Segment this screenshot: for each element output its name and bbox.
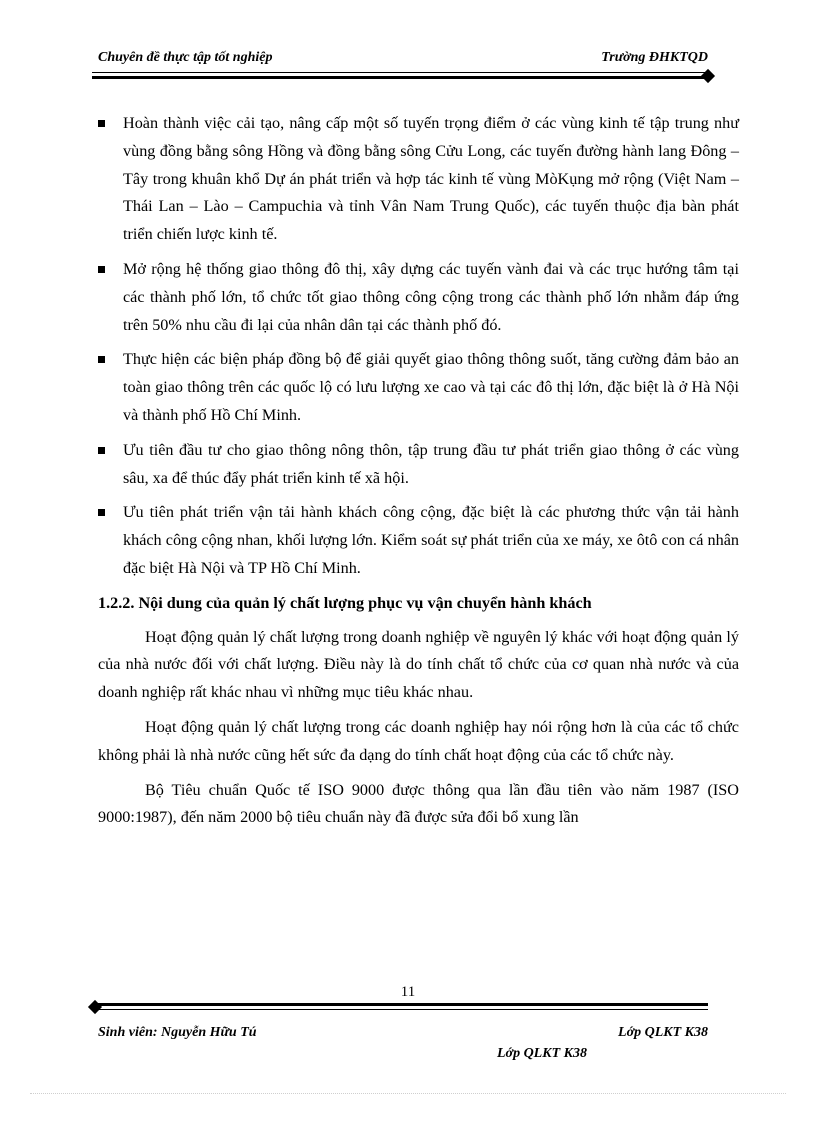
square-bullet-icon [98, 120, 105, 127]
footer-student-name: Sinh viên: Nguyễn Hữu Tú [98, 1025, 257, 1040]
list-item-text: Mở rộng hệ thống giao thông đô thị, xây dựng các tuyến vành đai và các trục hướng tâm tại các thành phố lớn, tổ chức tốt giao thông công cộng trong các thành phố lớn nhằm đáp ứng trên 50% nhu cầu đi lại của nhân dân tại các thành phố đó. [123, 259, 739, 334]
header-rule-thick [92, 76, 707, 79]
list-item-text: Thực hiện các biện pháp đồng bộ để giải quyết giao thông thông suốt, tăng cường đảm bảo an toàn giao thông trên các quốc lộ có lưu lượng xe cao và tại các đô thị lớn, đặc biệt là ở Hà Nội và thành phố Hồ Chí Minh. [123, 350, 739, 424]
list-item-text: Ưu tiên đầu tư cho giao thông nông thôn, tập trung đầu tư phát triển giao thông ở các vùng sâu, xa để thúc đẩy phát triển kinh tế xã hội. [123, 440, 739, 487]
page-bottom-divider [30, 1093, 786, 1094]
footer-class: Lớp QLKT K38 [618, 1025, 708, 1040]
page-number: 11 [400, 984, 416, 1000]
list-item [98, 256, 739, 339]
list-item [98, 499, 739, 582]
paragraph: Hoạt động quản lý chất lượng trong doanh nghiệp về nguyên lý khác với hoạt động quản lý của nhà nước đối với chất lượng. Điều này là do tính chất tổ chức của cơ quan nhà nước và của doanh nghiệp rất khác nhau vì những mục tiêu khác nhau. [98, 627, 739, 702]
list-item [98, 110, 739, 249]
bullet-list [98, 110, 739, 583]
section-heading: 1.2.2. Nội dung của quản lý chất lượng phục vụ vận chuyển hành khách [98, 593, 592, 612]
square-bullet-icon [98, 356, 105, 363]
header-rule-thin [92, 72, 707, 73]
paragraph: Bộ Tiêu chuẩn Quốc tế ISO 9000 được thông qua lần đầu tiên vào năm 1987 (ISO 9000:1987), đến năm 2000 bộ tiêu chuẩn này đã được sửa đổi bổ xung lần [98, 780, 739, 827]
square-bullet-icon [98, 266, 105, 273]
square-bullet-icon [98, 447, 105, 454]
header-school-name: Trường ĐHKTQD [601, 50, 708, 65]
list-item-text: Hoàn thành việc cải tạo, nâng cấp một số tuyến trọng điểm ở các vùng kinh tế tập trung như vùng đồng bằng sông Hồng và đồng bằng sông Cửu Long, các tuyến đường hành lang Đông – Tây trong khuân khổ Dự án phát triển và hợp tác kinh tế vùng MòKụng mở rộng (Việt Nam – Thái Lan – Lào – Campuchia và tỉnh Vân Nam Trung Quốc), các tuyến thuộc địa bàn phát triển chiến lược kinh tế. [123, 114, 739, 244]
footer-rule-thin [96, 1009, 708, 1010]
square-bullet-icon [98, 509, 105, 516]
list-item [98, 437, 739, 493]
footer-rule-thick [96, 1003, 708, 1006]
page-body [98, 110, 739, 839]
list-item [98, 346, 739, 429]
paragraph: Hoạt động quản lý chất lượng trong các doanh nghiệp hay nói rộng hơn là của các tổ chức không phải là nhà nước cũng hết sức đa dạng do tính chất hoạt động của các tổ chức này. [98, 717, 739, 764]
page-header [98, 50, 708, 70]
footer-class-repeat: Lớp QLKT K38 [497, 1046, 587, 1061]
header-document-title: Chuyên đề thực tập tốt nghiệp [98, 50, 273, 65]
list-item-text: Ưu tiên phát triển vận tải hành khách công cộng, đặc biệt là các phương thức vận tải hành khách công cộng nhan, khối lượng lớn. Kiểm soát sự phát triển của xe máy, xe ôtô con cá nhân đặc biệt Hà Nội và TP Hồ Chí Minh. [123, 503, 739, 577]
